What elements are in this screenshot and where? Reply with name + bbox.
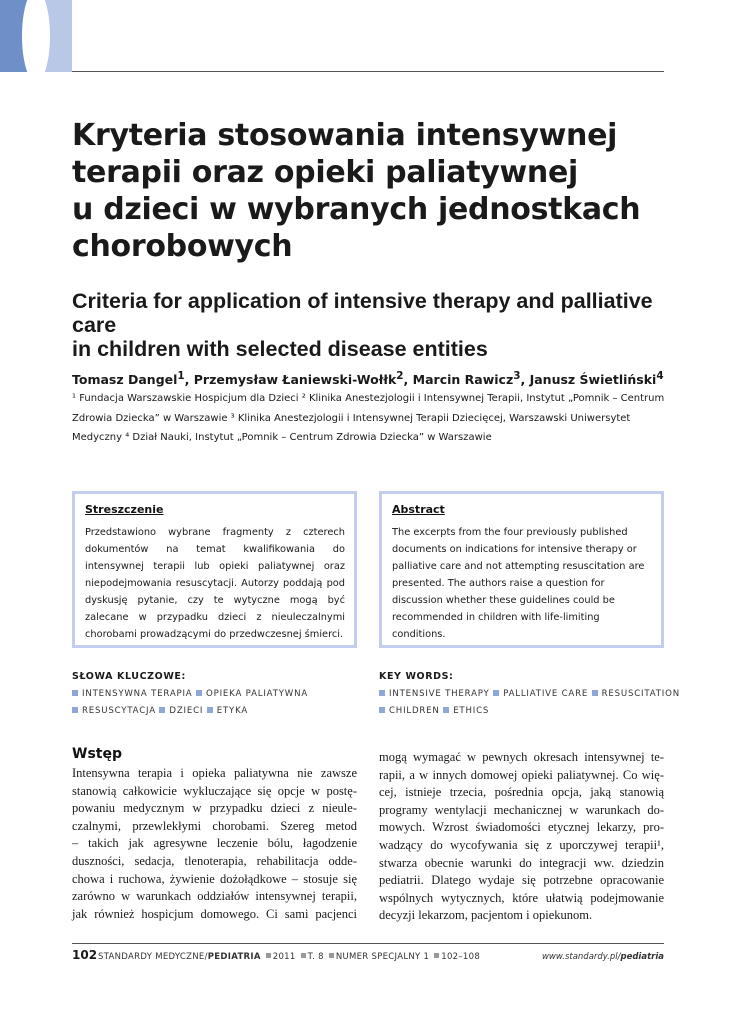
body-line: chowa i ruchowa, żywienie dożołądkowe – stosuje się: [72, 871, 357, 886]
square-bullet-icon: [493, 690, 499, 696]
journal-url[interactable]: [542, 952, 664, 962]
body-line: mogą wymagać w pewnych okresach intensywnej te-: [379, 750, 664, 764]
section-heading-intro: Wstęp: [72, 746, 122, 762]
body-line: – takich jak agresywne leczenie bólu, łagodzenie: [72, 836, 357, 851]
body-line: mowych. Wzrost świadomości etycznej lekarzy, pro-: [379, 820, 664, 835]
body-line: programy wentylacji mechanicznej w warunkach do-: [379, 802, 664, 817]
body-line: jak również hospicjum domowego. Ci sami pacjenci: [72, 906, 357, 921]
square-bullet-icon: [379, 707, 385, 713]
journal-part: 2011: [272, 952, 296, 962]
keyword: INTENSIVE THERAPY: [389, 689, 490, 699]
abstract-text-polish: Przedstawiono wybrane fragmenty z czterech dokumentów na temat kwalifikowania do intensywnej terapii lub opieki paliatywnej oraz niepodejmowania resuscytacji. Autorzy poddają pod dyskusję pytanie, czy te wytyczne mogą być zalecane w przypadku dzieci z nieuleczalnymi chorobami prowadzącymi do przedwczesnej śmierci.: [85, 527, 345, 640]
square-bullet-icon: [592, 690, 598, 696]
corner-tab-decoration: [0, 0, 72, 72]
square-bullet-icon: [329, 953, 334, 958]
subtitle-line: Criteria for application of intensive therapy and palliative care: [72, 289, 653, 337]
author-separator: ,: [403, 372, 413, 388]
square-bullet-icon: [196, 690, 202, 696]
body-line: rapii, a w innych domowej opieki paliatywnej. Co wię-: [379, 767, 664, 782]
keyword: ETYKA: [216, 706, 249, 716]
square-bullet-icon: [72, 690, 78, 696]
body-column-left: [72, 765, 357, 923]
body-line: stanowią całkowicie wykluczające się opcje w postę-: [72, 783, 357, 798]
square-bullet-icon: [379, 690, 385, 696]
body-line: cej, istnieje trzecia, pośrednia opcja, jaką stanowią: [379, 785, 664, 800]
keywords-polish: [72, 671, 362, 720]
square-bullet-icon: [443, 707, 449, 713]
body-line: pediatrii. Dlatego wydaje się potrzebne opracowanie: [379, 873, 664, 888]
keywords-english: [379, 671, 680, 720]
keyword: PALLIATIVE CARE: [503, 689, 589, 699]
keyword: RESUSCYTACJA: [82, 706, 156, 716]
journal-name-prefix: STANDARDY MEDYCZNE/: [98, 952, 208, 962]
title-line: chorobowych: [72, 229, 293, 264]
keyword: INTENSYWNA TERAPIA: [82, 689, 193, 699]
keywords-line: [379, 686, 680, 703]
author-name: Tomasz Dangel: [72, 372, 178, 388]
journal-part: T. 8: [307, 952, 324, 962]
page-number: 102: [72, 948, 98, 962]
keywords-title-english: KEY WORDS:: [379, 671, 454, 682]
journal-part: 102–108: [441, 952, 481, 962]
square-bullet-icon: [72, 707, 78, 713]
author-name: Janusz Świetliński: [529, 372, 657, 388]
keyword: RESUSCITATION: [601, 689, 680, 699]
title-line: u dzieci w wybranych jednostkach: [72, 192, 641, 227]
keyword: ETHICS: [453, 706, 490, 716]
body-line: zarówno w warunkach oddziałów intensywnej terapii,: [72, 889, 357, 904]
author-separator: ,: [184, 372, 194, 388]
title-line: Kryteria stosowania intensywnej: [72, 118, 618, 153]
body-line: Intensywna terapia i opieka paliatywna nie zawsze: [72, 766, 357, 780]
author-name: Marcin Rawicz: [412, 372, 514, 388]
keywords-line: [72, 703, 362, 720]
article-title: [72, 117, 664, 265]
square-bullet-icon: [159, 707, 165, 713]
url-bold: pediatria: [620, 952, 664, 962]
author-affil-sup: 3: [513, 370, 521, 382]
url-prefix: www.standardy.pl/: [541, 952, 621, 962]
keywords-title-polish: SŁOWA KLUCZOWE:: [72, 671, 186, 682]
article-subtitle: [72, 289, 672, 361]
abstract-heading-english: Abstract: [392, 503, 445, 516]
body-line: czalnymi, przewlekłymi chorobami. Szereg metod: [72, 818, 357, 833]
affiliations: [72, 389, 664, 448]
corner-tab-curve: [22, 0, 50, 72]
journal-name-bold: PEDIATRIA: [207, 952, 261, 962]
affiliation-line: Medyczny ⁴ Dział Nauki, Instytut „Pomnik – Centrum Zdrowia Dziecka” w Warszawie: [72, 432, 492, 443]
author-list: [72, 370, 672, 387]
keyword: CHILDREN: [389, 706, 440, 716]
journal-part: NUMER SPECJALNY 1: [335, 952, 430, 962]
keyword: DZIECI: [169, 706, 204, 716]
body-line: stwarza obecnie warunki do integracji ww. dziedzin: [379, 855, 664, 870]
title-line: terapii oraz opieki paliatywnej: [72, 155, 578, 190]
square-bullet-icon: [434, 953, 439, 958]
keywords-line: [72, 686, 362, 703]
body-line: wadzący do wycofywania się z uporczywej terapii¹,: [379, 837, 664, 852]
body-line: powaniu medycznym w przypadku dzieci z nieule-: [72, 801, 357, 816]
abstract-box-english: [379, 491, 664, 648]
bottom-rule: [72, 943, 664, 944]
keyword: OPIEKA PALIATYWNA: [206, 689, 309, 699]
author-name: Przemysław Łaniewski-Wołłk: [193, 372, 397, 388]
author-affil-sup: 1: [177, 370, 185, 382]
author-separator: ,: [520, 372, 530, 388]
author-affil-sup: 2: [396, 370, 404, 382]
abstract-text-english: The excerpts from the four previously published documents on indications for intensive therapy or palliative care and not attempting resuscitation are presented. The authors raise a question for discussion whether these guidelines could be recommended in children with life-limiting conditions.: [392, 527, 645, 640]
journal-citation: [98, 952, 480, 962]
subtitle-line: in children with selected disease entities: [72, 337, 488, 361]
abstract-heading-polish: Streszczenie: [85, 503, 164, 516]
body-line: decyzji lekarzom, pacjentom i opiekunom.: [379, 908, 593, 923]
body-column-right: [379, 749, 664, 925]
abstract-box-polish: [72, 491, 357, 648]
square-bullet-icon: [266, 953, 271, 958]
square-bullet-icon: [301, 953, 306, 958]
top-rule: [72, 71, 664, 72]
affiliation-line: ¹ Fundacja Warszawskie Hospicjum dla Dzieci ² Klinika Anestezjologii i Intensywnej Terapii, Instytut „Pomnik – Centrum: [72, 393, 665, 404]
affiliation-line: Zdrowia Dziecka” w Warszawie ³ Klinika Anestezjologii i Intensywnej Terapii Dziecięcej, Warszawski Uniwersytet: [72, 412, 631, 424]
author-affil-sup: 4: [656, 370, 664, 382]
body-line: duszności, sedacja, tlenoterapia, rehabilitacja odde-: [72, 853, 357, 868]
keywords-line: [379, 703, 669, 720]
body-line: wspólnych wytycznych, które ułatwią podejmowanie: [379, 890, 664, 905]
square-bullet-icon: [207, 707, 213, 713]
